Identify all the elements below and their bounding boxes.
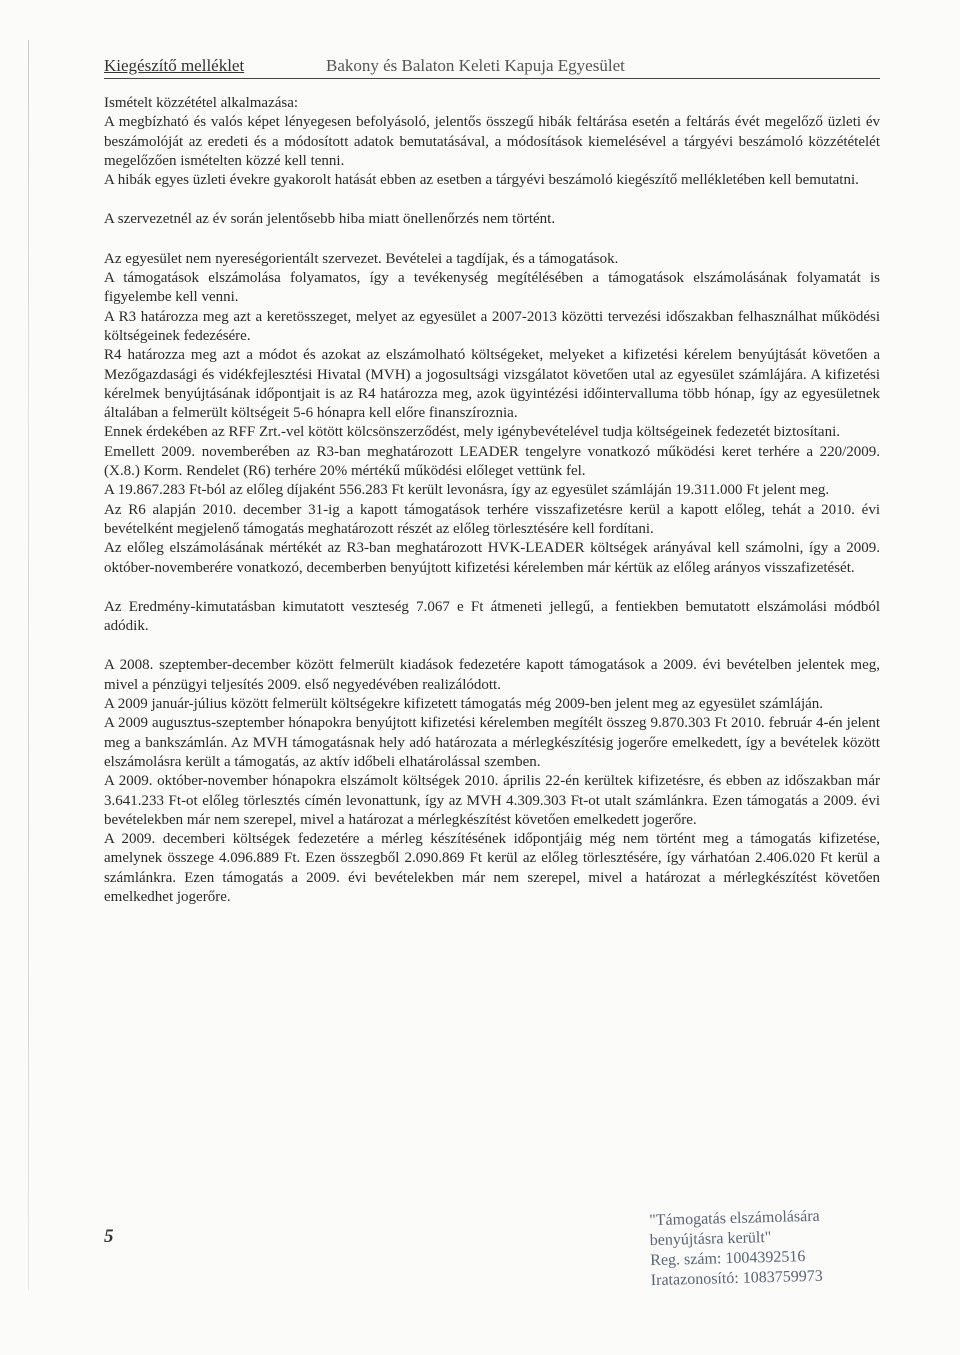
paragraph: A 2009 augusztus-szeptember hónapokra benyújtott kifizetési kérelemben megítélt összeg 9.870.303 Ft 2010. február 4-én jelent meg a bankszámlán. Az MVH támogatásnak hely adó határozata a mérlegkészítésig jogerőre emelkedett, így a bevételek között elszámolásra került a támogatás, az aktív időbeli elhatárolással szemben. xyxy=(104,715,880,770)
page-number: 5 xyxy=(104,1226,114,1247)
stamp-line: "Támogatás elszámolására xyxy=(649,1207,820,1230)
paragraph: Ennek érdekében az RFF Zrt.-vel kötött kölcsönszerződést, mely igénybevételével tudja költségeinek fedezetét biztosítani. xyxy=(104,424,841,441)
paragraph: A 2009 január-július között felmerült költségekre kifizetett támogatás még 2009-ben jelent meg az egyesület számláján. xyxy=(104,696,824,713)
header-section-title: Kiegészítő melléklet xyxy=(104,56,245,75)
stamp-registration-number: Reg. szám: 1004392516 xyxy=(650,1248,806,1270)
paragraph: A 2008. szeptember-december között felmerült kiadások fedezetére kapott támogatások a 2009. évi bevételben jelentek meg, mivel a pénzügyi teljesítés 2009. első negyedévében realizálódott. xyxy=(104,657,880,693)
paragraph: A megbízható és valós képet lényegesen befolyásoló, jelentős összegű hibák feltárása esetén a feltárás évét megelőző üzleti év beszámolóját az eredeti és a módosított adatok bemutatásával, a módosítások kiemelésével a tárgyévi beszámoló közzétételét megelőzően ismételten közzé kell tenni. xyxy=(104,114,880,169)
stamp-line: benyújtásra került" xyxy=(649,1228,772,1250)
paragraph: A szervezetnél az év során jelentősebb hiba miatt önellenőrzés nem történt. xyxy=(104,211,556,228)
paragraph: A támogatások elszámolása folyamatos, így a tevékenység megítélésében a támogatások elszámolásának folyamatát is figyelembe kell venni. xyxy=(104,270,880,306)
paragraph: Az Eredmény-kimutatásban kimutatott veszteség 7.067 e Ft átmeneti jellegű, a fentiekben bemutatott elszámolási módból adódik. xyxy=(104,598,880,635)
paragraph: A 2009. decemberi költségek fedezetére a mérleg készítésének időpontjáig még nem történt meg a támogatás kifizetése, amelynek összege 4.096.889 Ft. Ezen összegből 2.090.869 Ft kerül az előleg törlesztésére, így várhatóan 2.406.020 Ft kerül a számlánkra. Ezen támogatás a 2009. évi bevételekben már nem szerepel, mivel a határozat a mérlegkészítést követően emelkedhet jogerőre. xyxy=(104,831,880,905)
paragraph: A 2009. október-november hónapokra elszámolt költségek 2010. április 22-én kerültek kifizetésre, és ebben az időszakban már 3.641.233 Ft-ot előleg törlesztés címén levonattunk, így az MVH 4.309.303 Ft-ot utalt számlánkra. Ezen támogatás a 2009. évi bevételekben már nem szerepel, mivel a határozat a mérlegkészítést követően emelkedett jogerőre. xyxy=(104,773,880,828)
paragraph: A hibák egyes üzleti évekre gyakorolt hatását ebben az esetben a tárgyévi beszámoló kiegészítő mellékletében kell bemutatni. xyxy=(104,172,859,189)
paragraph: R4 határozza meg azt a módot és azokat az elszámolható költségeket, melyeket a kifizetési kérelem benyújtását követően a Mezőgazdasági és vidékfejlesztési Hivatal (MVH) a jogosultsági vizsgálatot követően utal az egyesület számlájára. A kifizetési kérelmek benyújtásának időpontjait is az R4 határozza meg, azok ügyintézési időintervalluma több hónap, így az egyesületnek általában a felmerült költségeit 5-6 hónapra kell előre finanszíroznia. xyxy=(104,347,880,422)
page-header xyxy=(104,56,880,79)
scan-edge-line xyxy=(28,40,29,1290)
document-body xyxy=(104,94,880,907)
header-organization-name: Bakony és Balaton Keleti Kapuja Egyesület xyxy=(326,56,625,75)
stamp-document-id: Iratazonosító: 1083759973 xyxy=(650,1267,823,1290)
paragraph: A R3 határozza meg azt a keretösszeget, melyet az egyesület a 2007-2013 közötti tervezési időszakban felhasználhat működési költségeinek fedezésére. xyxy=(104,308,880,344)
paragraph: Az R6 alapján 2010. december 31-ig a kapott támogatások terhére visszafizetésre kerül a kapott előleg, tehát a 2010. évi bevételként megjelenő támogatás meghatározott részét az előleg törlesztésére kell fordítani. xyxy=(104,501,880,537)
heading-repeated-publication: Ismételt közzététel alkalmazása: xyxy=(104,95,299,111)
paragraph: Az egyesület nem nyereségorientált szervezet. Bevételei a tagdíjak, és a támogatások. xyxy=(104,250,619,267)
paragraph: Az előleg elszámolásának mértékét az R3-ban meghatározott HVK-LEADER költségek arányával kell számolni, így a 2009. október-novemberére vonatkozó, decemberben benyújtott kifizetési kérelemben már kértük az előleg arányos visszafizetését. xyxy=(104,540,880,576)
paragraph: Emellett 2009. novemberében az R3-ban meghatározott LEADER tengelyre vonatkozó működési keret terhére a 220/2009. (X.8.) Korm. Rendelet (R6) terhére 20% mértékű működési előleget vettünk fel. xyxy=(104,443,880,480)
paragraph: A 19.867.283 Ft-ból az előleg díjaként 556.283 Ft került levonásra, így az egyesület számláján 19.311.000 Ft jelent meg. xyxy=(104,482,830,499)
registration-stamp xyxy=(649,1205,891,1291)
